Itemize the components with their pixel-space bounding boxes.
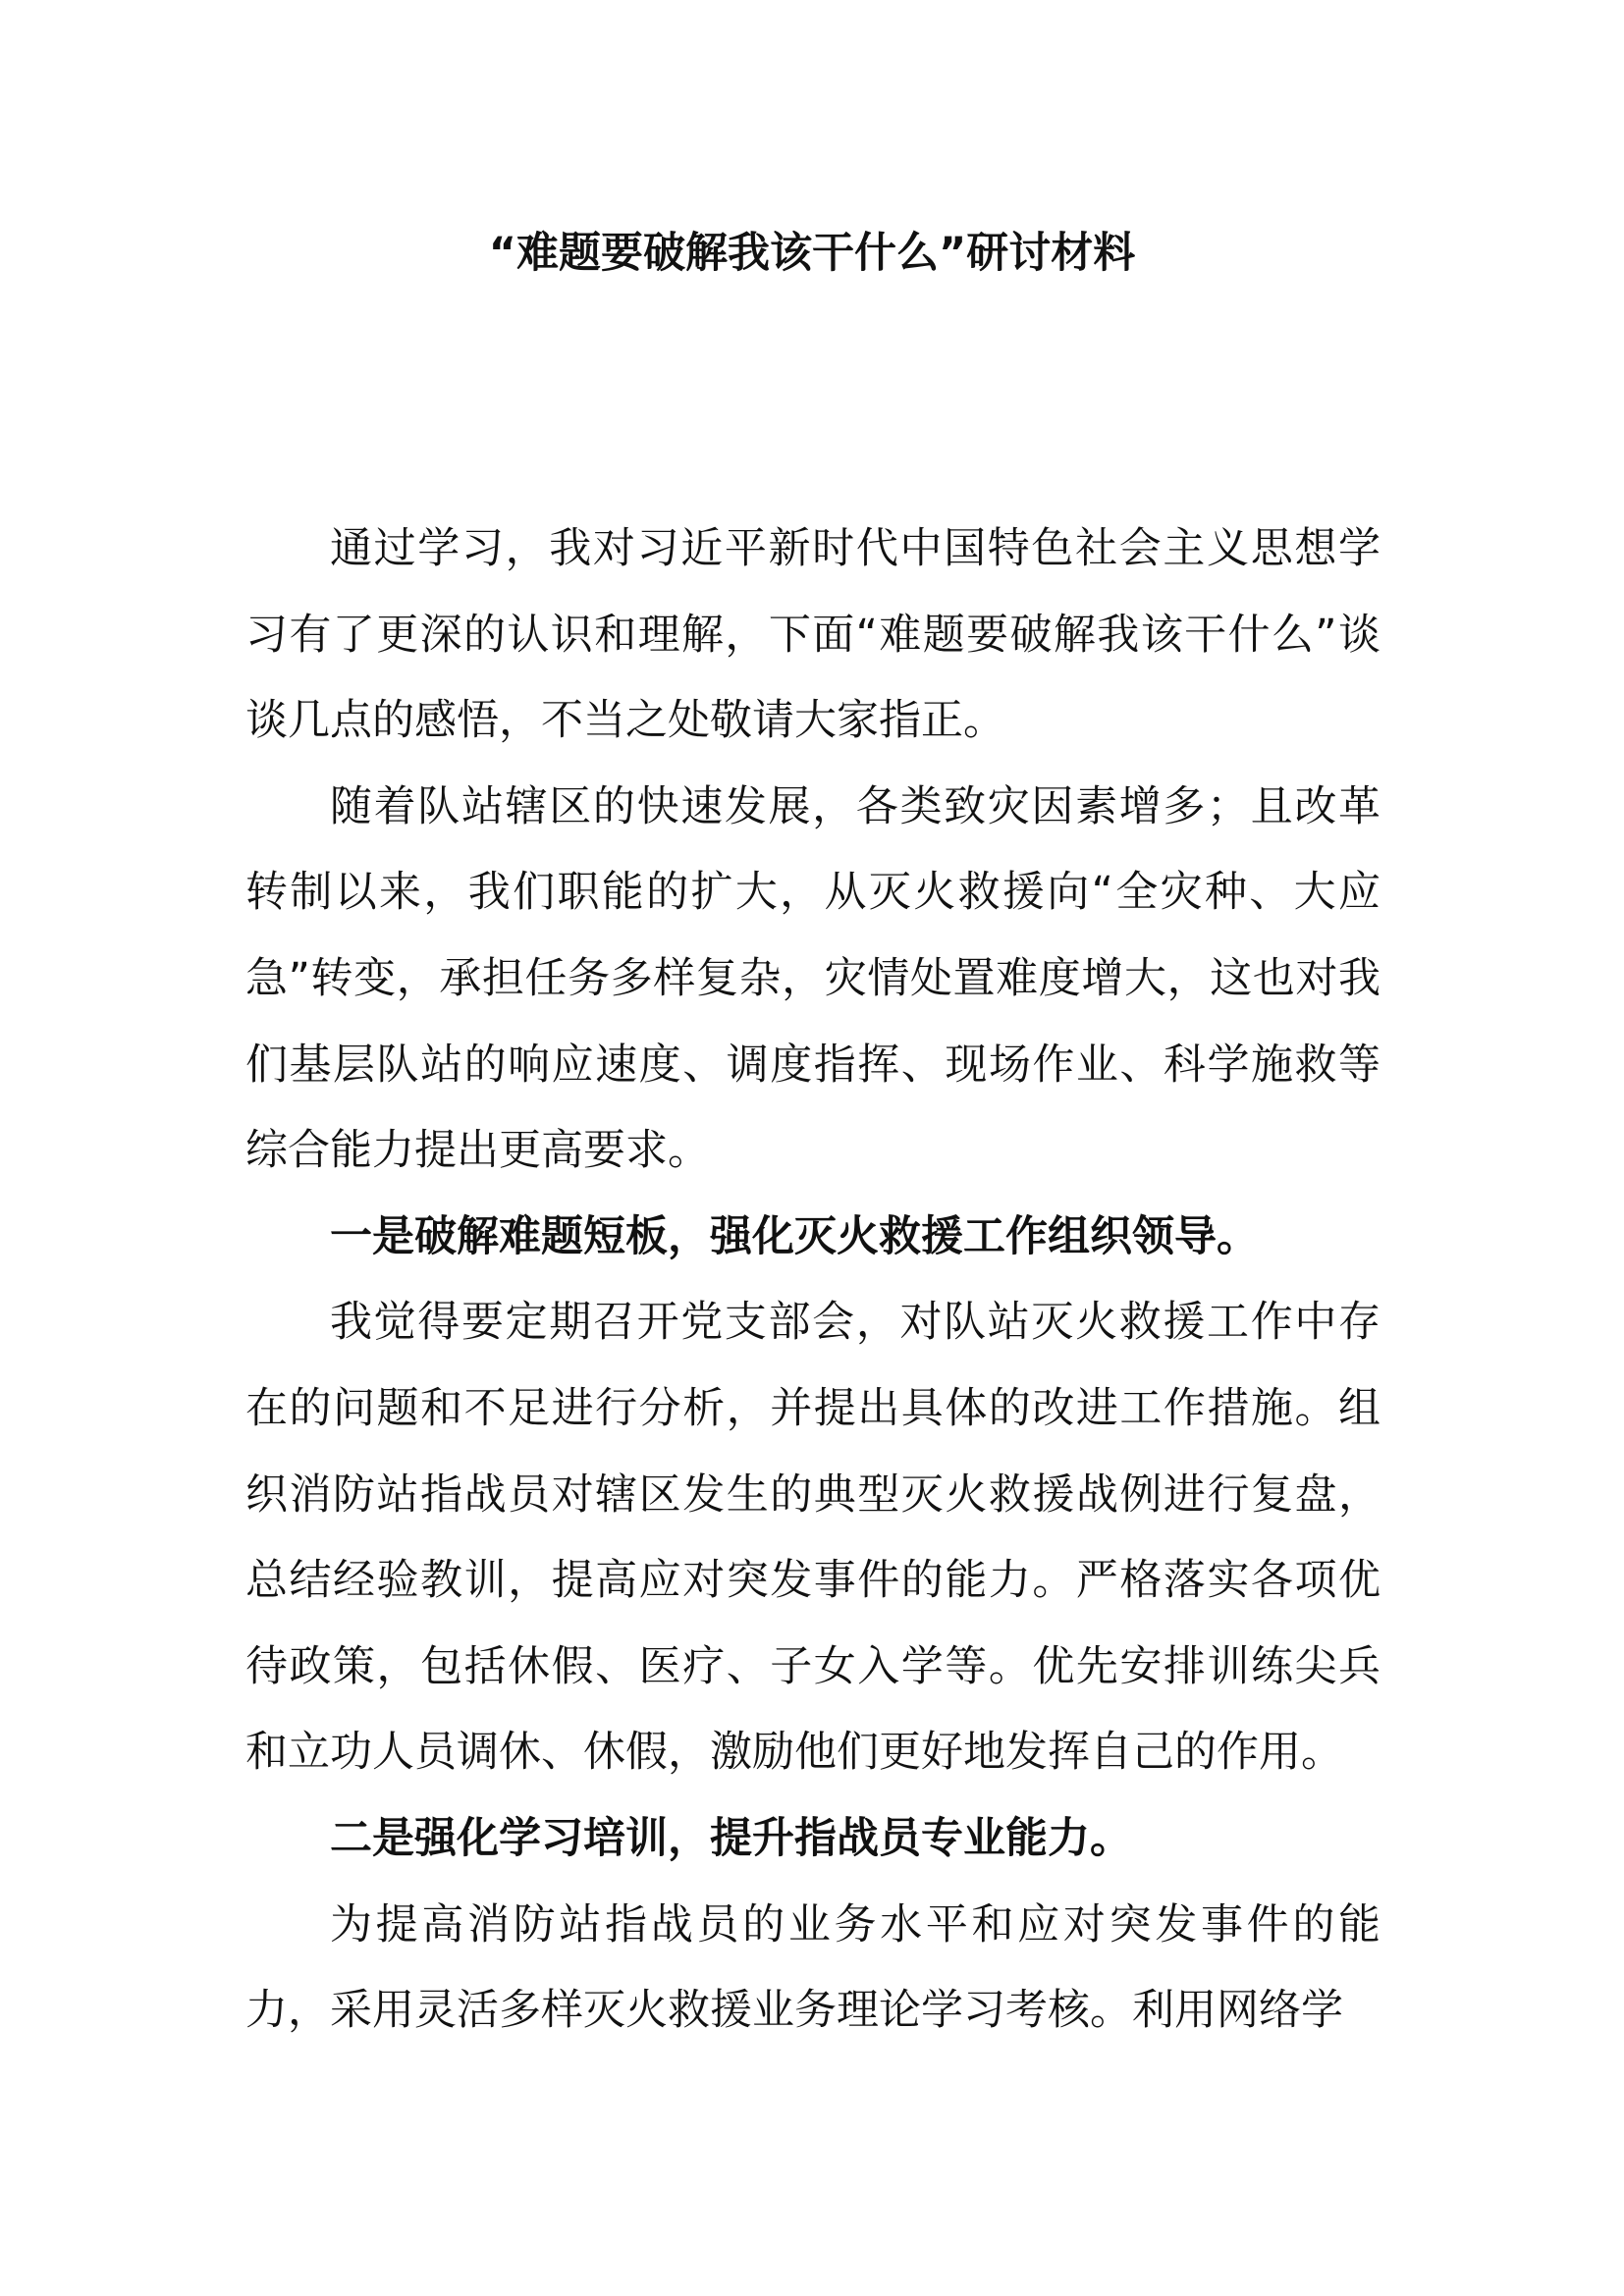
paragraph-section-2: 为提高消防站指战员的业务水平和应对突发事件的能力，采用灵活多样灭火救援业务理论学习考核。利用网络学: [245, 1899, 1380, 2036]
paragraph-section-1: 我觉得要定期召开党支部会，对队站灭火救援工作中存在的问题和不足进行分析，并提出具体的改进工作措施。组织消防站指战员对辖区发生的典型灭火救援战例进行复盘，总结经验教训，提高应对突发事件的能力。严格落实各项优待政策，包括休假、医疗、子女入学等。优先安排训练尖兵和立功人员调休、休假，激励他们更好地发挥自己的作用。: [245, 1298, 1380, 1778]
document-body: [245, 507, 1380, 2055]
paragraph-intro: 通过学习，我对习近平新时代中国特色社会主义思想学习有了更深的认识和理解，下面“难题要破解我该干什么”谈谈几点的感悟，不当之处敬请大家指正。: [245, 524, 1380, 746]
section-heading-2: 二是强化学习培训，提升指战员专业能力。: [330, 1813, 1132, 1863]
section-heading-1: 一是破解难题短板，强化灭火救援工作组织领导。: [330, 1211, 1259, 1261]
paragraph-background: 随着队站辖区的快速发展，各类致灾因素增多；且改革转制以来，我们职能的扩大，从灭火救援向“全灾种、大应急”转变，承担任务多样复杂，灾情处置难度增大，这也对我们基层队站的响应速度、调度指挥、现场作业、科学施救等综合能力提出更高要求。: [245, 781, 1380, 1176]
document-title: “难题要破解我该干什么”研讨材料: [488, 229, 1136, 278]
